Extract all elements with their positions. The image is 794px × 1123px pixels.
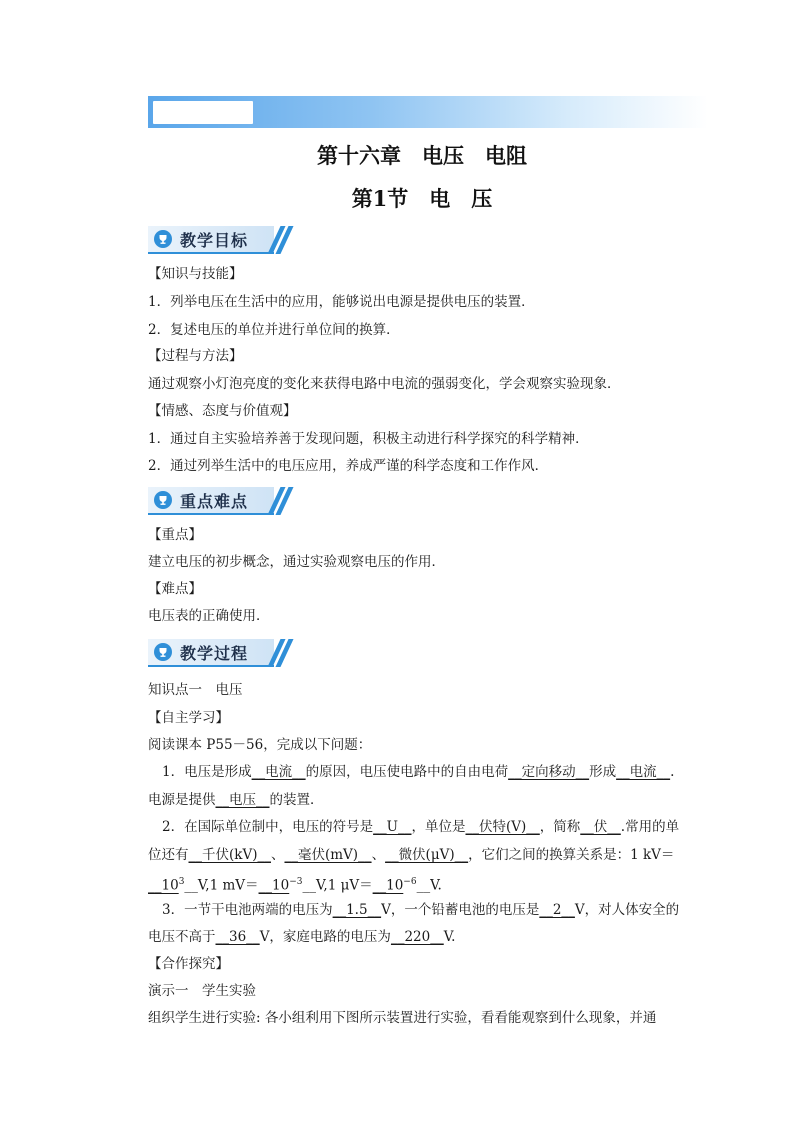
badge-keypoints-label: 重点难点 — [180, 492, 249, 511]
question-1-line-b: 电源是提供__电压__的装置． — [148, 792, 324, 808]
keypoints-l2: 电压表的正确使用． — [148, 608, 270, 624]
goals-l5: 2．通过列举生活中的电压应用，养成严谨的科学态度和工作作风． — [148, 458, 549, 474]
answer-blank: __2__ — [539, 902, 575, 918]
answer-blank: __伏特(V)__ — [465, 819, 540, 835]
answer-blank: __电流__ — [251, 764, 306, 780]
process-demo: 演示一 学生实验 — [148, 983, 256, 999]
answer-blank: __220__ — [390, 929, 444, 945]
goals-h3: 【情感、态度与价值观】 — [148, 403, 297, 419]
answer-blank: __电流__ — [616, 764, 671, 780]
chapter-title: 第十六章 电压 电阻 — [317, 143, 527, 168]
answer-blank: __微伏(μV)__ — [385, 847, 469, 863]
goals-l4: 1．通过自主实验培养善于发现问题，积极主动进行科学探究的科学精神． — [148, 431, 589, 447]
goals-l3: 通过观察小灯泡亮度的变化来获得电路中电流的强弱变化，学会观察实验现象． — [148, 376, 621, 392]
keypoints-l1: 建立电压的初步概念，通过实验观察电压的作用． — [148, 554, 445, 570]
keypoints-h2: 【难点】 — [148, 581, 202, 597]
answer-blank: __毫伏(mV)__ — [284, 847, 372, 863]
process-last: 组织学生进行实验: 各小组利用下图所示装置进行实验，看看能观察到什么现象，并通 — [148, 1010, 657, 1026]
answer-blank: __10 — [372, 877, 404, 894]
question-2-line-a: 2．在国际单位制中，电压的符号是__U__，单位是__伏特(V)__，简称__伏__.常用的单 — [162, 819, 680, 835]
badge-goals-label: 教学目标 — [180, 231, 249, 250]
answer-blank: __10 — [258, 877, 290, 894]
process-h1: 【自主学习】 — [148, 710, 229, 726]
question-2-line-c: $\_\_10^3\_\_V,1$ $mV=\_\_10^{-3}\_\_V,1$ $\mu V=\_\_10^{-6}\_\_V$. — [148, 877, 442, 894]
section-title: 第1节 电 压 — [351, 186, 493, 211]
keypoints-h1: 【重点】 — [148, 527, 202, 543]
answer-blank: __1.5__ — [332, 902, 382, 918]
answer-blank: __电压__ — [215, 792, 270, 808]
badge-keypoints — [148, 487, 286, 513]
badge-process-label: 教学过程 — [180, 644, 249, 663]
question-3-line-b: 电压不高于__36__V，家庭电路的电压为__220__V. — [148, 929, 456, 945]
question-3-line-a: 3．一节干电池两端的电压为__1.5__V，一个铅蓄电池的电压是__2__V，对人体安全的 — [162, 902, 680, 918]
goals-l2: 2．复述电压的单位并进行单位间的换算． — [148, 322, 400, 338]
goals-l1: 1．列举电压在生活中的应用，能够说出电源是提供电压的装置． — [148, 294, 535, 310]
trophy-icon — [154, 643, 172, 661]
goals-h1: 【知识与技能】 — [148, 266, 243, 282]
process-kp: 知识点一 电压 — [148, 682, 243, 698]
answer-blank: __U__ — [373, 819, 412, 835]
answer-blank: __伏__ — [580, 819, 621, 835]
process-h2: 【合作探究】 — [148, 956, 229, 972]
top-banner-box — [153, 101, 253, 124]
answer-blank: __定向移动__ — [508, 764, 590, 780]
answer-blank: __10 — [148, 877, 179, 894]
trophy-icon — [154, 491, 172, 509]
question-1-line-a: 1．电压是形成__电流__的原因，电压使电路中的自由电荷__定向移动__形成__电流__. — [162, 764, 675, 780]
answer-blank: __千伏(kV)__ — [188, 847, 271, 863]
badge-goals — [148, 226, 286, 252]
trophy-icon — [154, 230, 172, 248]
badge-process — [148, 639, 286, 665]
question-2-line-b: 位还有__千伏(kV)__、__毫伏(mV)__、__微伏(μV)__，它们之间的换算关系是：1 kV＝ — [148, 847, 675, 863]
process-read: 阅读课本 P55－56，完成以下问题： — [148, 737, 372, 753]
goals-h2: 【过程与方法】 — [148, 348, 243, 364]
answer-blank: __36__ — [215, 929, 260, 945]
